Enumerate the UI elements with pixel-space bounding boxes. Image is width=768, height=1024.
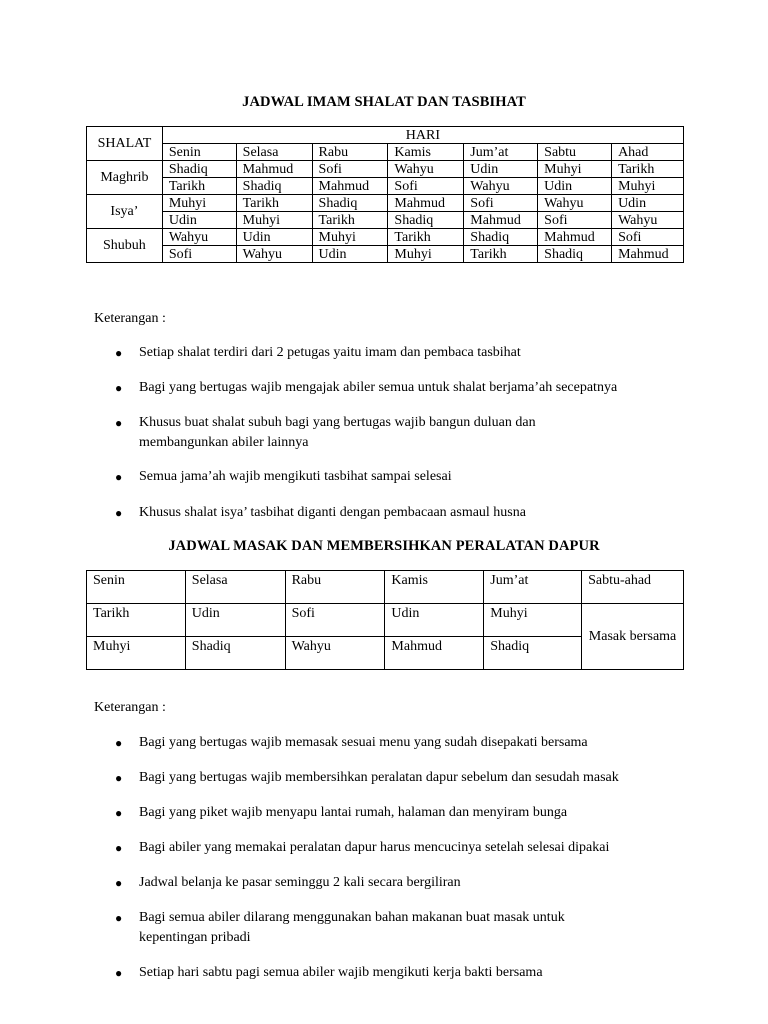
table-cell: Shadiq: [236, 178, 312, 195]
table-cell: Tarikh: [612, 161, 684, 178]
list-item-text: Khusus buat shalat subuh bagi yang bertugas wajib bangun duluan dan membangunkan abiler lainnya: [139, 415, 536, 450]
table-cell: Mahmud: [312, 178, 388, 195]
table-cell: Udin: [612, 195, 684, 212]
list-item-text: Bagi semua abiler dilarang menggunakan bahan makanan buat masak untuk kepentingan pribadi: [139, 910, 565, 945]
table-cell: Muhyi: [236, 212, 312, 229]
bullet-icon: ●: [115, 736, 123, 750]
table-cell: Sofi: [538, 212, 612, 229]
table-cell: Wahyu: [236, 246, 312, 263]
table-cell: Udin: [538, 178, 612, 195]
list-item-text: Setiap shalat terdiri dari 2 petugas yaitu imam dan pembaca tasbihat: [139, 345, 521, 360]
table-cell: Shadiq: [538, 246, 612, 263]
table-cell: Shadiq: [312, 195, 388, 212]
day-header: Kamis: [388, 144, 464, 161]
table-cell: Tarikh: [87, 604, 186, 637]
table-cell: Udin: [162, 212, 236, 229]
list-item-text: Bagi yang bertugas wajib memasak sesuai menu yang sudah disepakati bersama: [139, 735, 588, 750]
list-item-text: Setiap hari sabtu pagi semua abiler wajib mengikuti kerja bakti bersama: [139, 965, 543, 980]
table-cell: Mahmud: [538, 229, 612, 246]
table-cell: Tarikh: [312, 212, 388, 229]
schedule1-title: JADWAL IMAM SHALAT DAN TASBIHAT: [242, 94, 526, 110]
bullet-icon: ●: [115, 876, 123, 890]
imam-schedule-table: [86, 126, 684, 263]
day-header: Selasa: [236, 144, 312, 161]
table-cell: Wahyu: [285, 637, 385, 670]
table-cell: Muhyi: [162, 195, 236, 212]
table-cell: Wahyu: [612, 212, 684, 229]
table-cell: Wahyu: [464, 178, 538, 195]
table-cell: Muhyi: [538, 161, 612, 178]
day-header: Sabtu-ahad: [582, 571, 684, 604]
list-item-text: Bagi yang bertugas wajib mengajak abiler semua untuk shalat berjama’ah secepatnya: [139, 380, 618, 395]
table-cell: Mahmud: [612, 246, 684, 263]
kitchen-schedule-table: [86, 570, 684, 670]
bullet-icon: ●: [115, 771, 123, 785]
table-cell: Tarikh: [236, 195, 312, 212]
table-cell: Wahyu: [162, 229, 236, 246]
bullet-icon: ●: [115, 841, 123, 855]
table-cell: Mahmud: [464, 212, 538, 229]
shalat-header: SHALAT: [87, 127, 163, 161]
table-cell: Mahmud: [388, 195, 464, 212]
table-cell: Wahyu: [538, 195, 612, 212]
table-cell: Udin: [385, 604, 484, 637]
day-header: Selasa: [185, 571, 285, 604]
bullet-icon: ●: [115, 911, 123, 925]
day-header: Sabtu: [538, 144, 612, 161]
bullet-icon: ●: [115, 416, 123, 430]
list-item-text: Bagi yang piket wajib menyapu lantai rumah, halaman dan menyiram bunga: [139, 805, 568, 820]
bullet-icon: ●: [115, 806, 123, 820]
prayer-name-maghrib: Maghrib: [87, 161, 163, 195]
table-cell: Wahyu: [388, 161, 464, 178]
table-cell: Tarikh: [464, 246, 538, 263]
table-cell: Shadiq: [162, 161, 236, 178]
table-cell: Tarikh: [162, 178, 236, 195]
table-cell: Sofi: [285, 604, 385, 637]
day-header: Rabu: [285, 571, 385, 604]
list-item-text: Bagi yang bertugas wajib membersihkan peralatan dapur sebelum dan sesudah masak: [139, 770, 619, 785]
bullet-icon: ●: [115, 470, 123, 484]
hari-header: HARI: [162, 127, 683, 144]
table-cell: Udin: [312, 246, 388, 263]
table-cell: Muhyi: [612, 178, 684, 195]
table-cell: Shadiq: [464, 229, 538, 246]
table-cell: Sofi: [612, 229, 684, 246]
prayer-name-shubuh: Shubuh: [87, 229, 163, 263]
table-cell: Shadiq: [185, 637, 285, 670]
notes1-heading: Keterangan :: [94, 311, 166, 326]
prayer-name-isya: Isya’: [87, 195, 163, 229]
table-cell: Tarikh: [388, 229, 464, 246]
table-cell: Mahmud: [236, 161, 312, 178]
bullet-icon: ●: [115, 381, 123, 395]
table-cell: Muhyi: [484, 604, 582, 637]
table-cell: Sofi: [464, 195, 538, 212]
schedule2-title: JADWAL MASAK DAN MEMBERSIHKAN PERALATAN DAPUR: [168, 538, 600, 554]
day-header: Jum’at: [464, 144, 538, 161]
day-header: Jum’at: [484, 571, 582, 604]
table-cell: Muhyi: [388, 246, 464, 263]
table-cell: Mahmud: [385, 637, 484, 670]
bullet-icon: ●: [115, 966, 123, 980]
table-cell: Muhyi: [87, 637, 186, 670]
table-cell: Udin: [185, 604, 285, 637]
table-cell: Shadiq: [388, 212, 464, 229]
table-cell: Sofi: [162, 246, 236, 263]
table-cell: Shadiq: [484, 637, 582, 670]
day-header: Senin: [87, 571, 186, 604]
list-item-text: Bagi abiler yang memakai peralatan dapur harus mencucinya setelah selesai dipakai: [139, 840, 610, 855]
day-header: Kamis: [385, 571, 484, 604]
day-header: Rabu: [312, 144, 388, 161]
day-header: Ahad: [612, 144, 684, 161]
masak-bersama-cell: Masak bersama: [582, 604, 684, 670]
list-item-text: Jadwal belanja ke pasar seminggu 2 kali secara bergiliran: [139, 875, 461, 890]
list-item-text: Semua jama’ah wajib mengikuti tasbihat sampai selesai: [139, 469, 452, 484]
day-header: Senin: [162, 144, 236, 161]
bullet-icon: ●: [115, 506, 123, 520]
table-cell: Sofi: [312, 161, 388, 178]
bullet-icon: ●: [115, 346, 123, 360]
table-cell: Udin: [236, 229, 312, 246]
table-cell: Udin: [464, 161, 538, 178]
list-item-text: Khusus shalat isya’ tasbihat diganti dengan pembacaan asmaul husna: [139, 505, 526, 520]
table-cell: Muhyi: [312, 229, 388, 246]
notes2-heading: Keterangan :: [94, 700, 166, 715]
table-cell: Sofi: [388, 178, 464, 195]
